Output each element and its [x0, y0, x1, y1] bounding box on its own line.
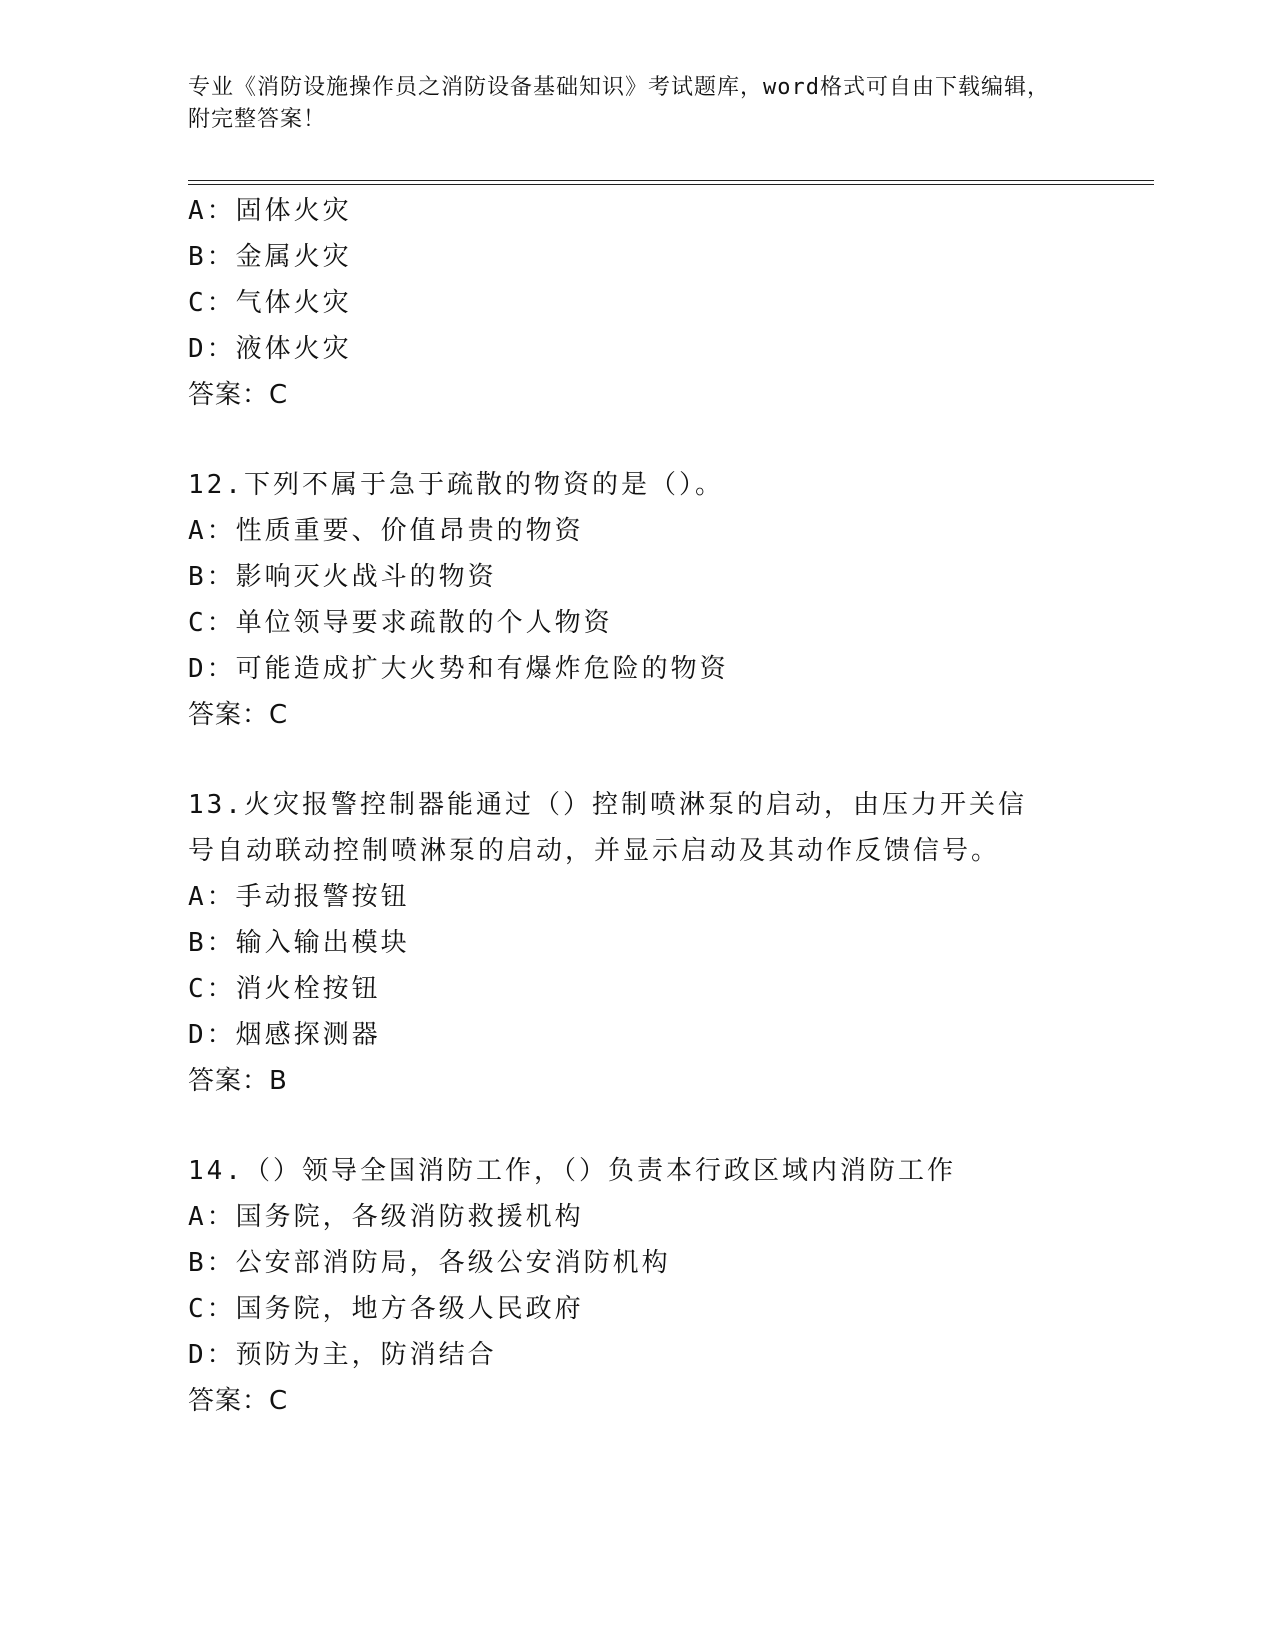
answer-line: 答案：C — [188, 700, 289, 730]
question-stem: 13.火灾报警控制器能通过（）控制喷淋泵的启动，由压力开关信号自动联动控制喷淋泵的启动，并显示启动及其动作反馈信号。 — [188, 790, 1027, 866]
question-stem: 14.（）领导全国消防工作，（）负责本行政区域内消防工作 — [188, 1156, 956, 1186]
option-a: A：国务院，各级消防救援机构 — [188, 1202, 584, 1232]
option-b: B：金属火灾 — [188, 242, 352, 272]
answer-line: 答案：B — [188, 1066, 288, 1096]
option-b: B：输入输出模块 — [188, 928, 410, 958]
question-stem: 12.下列不属于急于疏散的物资的是（）。 — [188, 470, 724, 500]
option-c: C：单位领导要求疏散的个人物资 — [188, 608, 613, 638]
answer-line: 答案：C — [188, 380, 289, 410]
option-a: A：性质重要、价值昂贵的物资 — [188, 516, 584, 546]
question-block — [188, 188, 1088, 418]
option-c: C：消火栓按钮 — [188, 974, 381, 1004]
question-block — [188, 462, 1088, 738]
document-header: 专业《消防设施操作员之消防设备基础知识》考试题库，word格式可自由下载编辑，附完整答案！ — [188, 75, 1050, 132]
answer-line: 答案：C — [188, 1386, 289, 1416]
question-list — [188, 188, 1088, 1424]
option-c: C：气体火灾 — [188, 288, 352, 318]
option-b: B：影响灭火战斗的物资 — [188, 562, 497, 592]
question-block — [188, 782, 1088, 1104]
option-a: A：手动报警按钮 — [188, 882, 410, 912]
option-d: D：液体火灾 — [188, 334, 352, 364]
header-divider-top — [188, 180, 1154, 181]
option-d: D：预防为主，防消结合 — [188, 1340, 497, 1370]
question-block — [188, 1148, 1088, 1424]
option-b: B：公安部消防局，各级公安消防机构 — [188, 1248, 671, 1278]
option-a: A：固体火灾 — [188, 196, 352, 226]
option-d: D：烟感探测器 — [188, 1020, 381, 1050]
option-c: C：国务院，地方各级人民政府 — [188, 1294, 584, 1324]
option-d: D：可能造成扩大火势和有爆炸危险的物资 — [188, 654, 729, 684]
header-divider-bottom — [188, 184, 1154, 185]
